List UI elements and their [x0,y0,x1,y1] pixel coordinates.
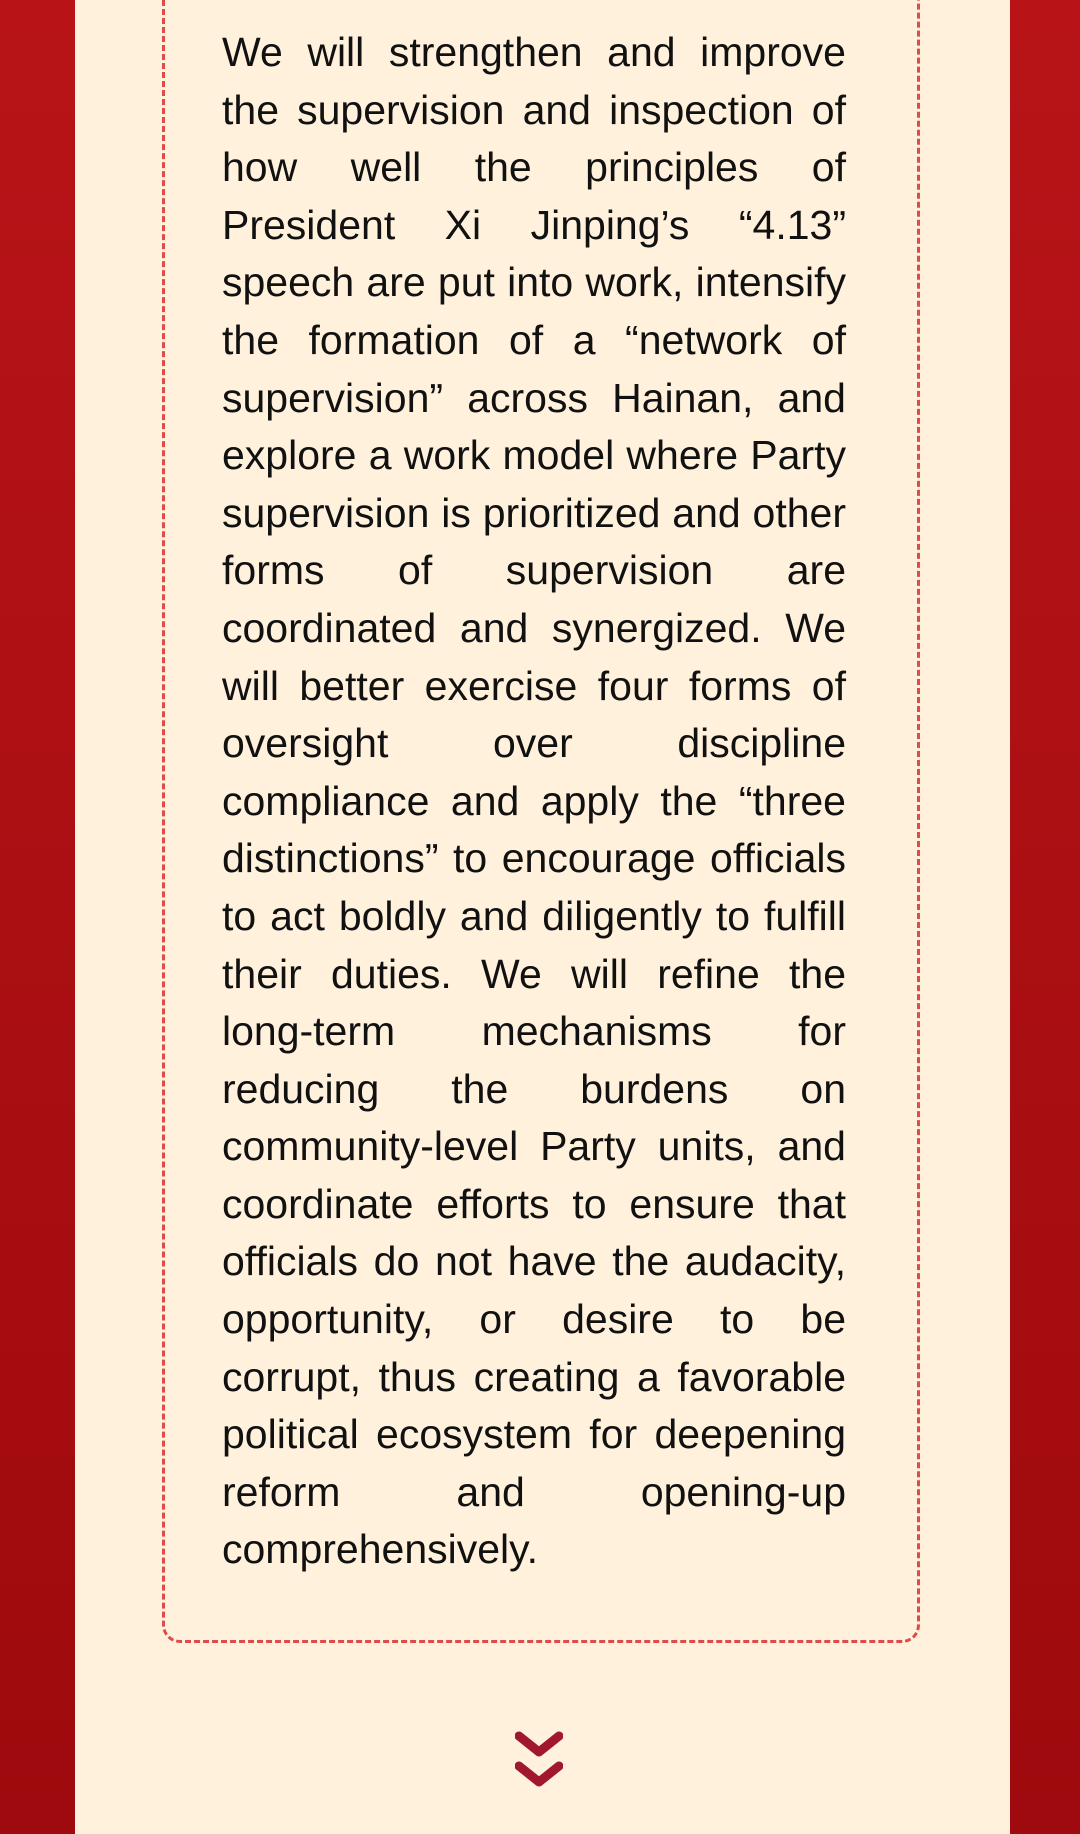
body-paragraph: We will strengthen and improve the supervision and inspection of how well the principles of President Xi Jinping’s “4.13” speech are put into work, intensify the formation of a “network of supervision” across Hainan, and explore a work model where Party supervision is prioritized and other forms of supervision are coordinated and synergized. We will better exercise four forms of oversight over discipline compliance and apply the “three distinctions” to encourage officials to act boldly and diligently to fulfill their duties. We will refine the long-term mechanisms for reducing the burdens on community-level Party units, and coordinate efforts to ensure that officials do not have the audacity, opportunity, or desire to be corrupt, thus creating a favorable political ecosystem for deepening reform and opening-up comprehensively. [222,29,846,1573]
content-panel [75,0,1010,1834]
double-chevron-down-icon[interactable] [515,1728,563,1794]
